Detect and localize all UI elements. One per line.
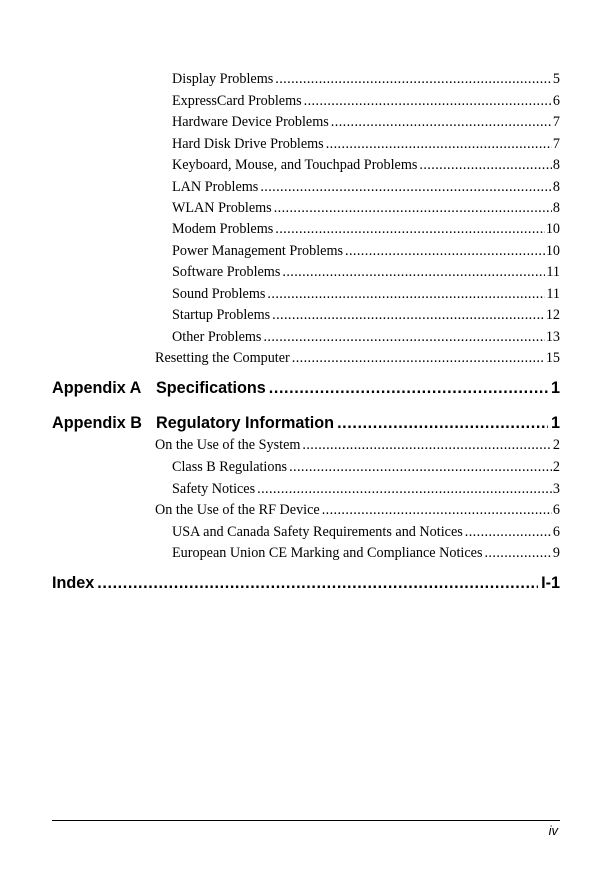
- toc-entry-page: 7: [552, 136, 560, 152]
- toc-entry-page: 11: [546, 264, 560, 280]
- toc-entry-page: 10: [545, 243, 560, 259]
- toc-entry-label: On the Use of the RF Device: [155, 502, 320, 518]
- toc-entry-label: Hardware Device Problems: [172, 114, 329, 130]
- dot-leader: [322, 501, 552, 519]
- dot-leader: [292, 349, 545, 367]
- toc-entry-label: Sound Problems: [172, 286, 266, 302]
- toc-heading-title: Specifications: [156, 379, 266, 397]
- toc-entry-label: ExpressCard Problems: [172, 93, 302, 109]
- toc-entry-label: Other Problems: [172, 329, 262, 345]
- toc-entry-hardware-device-problems[interactable]: [172, 113, 560, 131]
- dot-leader: [267, 285, 545, 303]
- toc-entry-label: LAN Problems: [172, 179, 259, 195]
- toc-heading-appendix-a[interactable]: [52, 378, 560, 398]
- dot-leader: [484, 544, 551, 562]
- toc-entry-safety-notices[interactable]: [172, 480, 560, 498]
- dot-leader: [263, 328, 544, 346]
- dot-leader: [302, 436, 552, 454]
- toc-entry-resetting-the-computer[interactable]: [155, 349, 560, 367]
- toc-entry-on-the-use-of-the-system[interactable]: [155, 436, 560, 454]
- toc-entry-usa-canada-safety-requirements[interactable]: [172, 523, 560, 541]
- toc-entry-modem-problems[interactable]: [172, 220, 560, 238]
- toc-entry-label: Keyboard, Mouse, and Touchpad Problems: [172, 157, 418, 173]
- toc-entry-page: 3: [552, 481, 560, 497]
- toc-heading-title: Regulatory Information: [156, 414, 335, 432]
- toc-entry-label: Startup Problems: [172, 307, 271, 323]
- toc-entry-page: 2: [552, 437, 560, 453]
- dot-leader: [331, 113, 552, 131]
- dot-leader: [465, 523, 552, 541]
- appendix-label: Appendix B: [52, 414, 142, 432]
- toc-entry-label: Software Problems: [172, 264, 281, 280]
- toc-entry-label: Safety Notices: [172, 481, 256, 497]
- toc-entry-page: 12: [545, 307, 560, 323]
- toc-entry-startup-problems[interactable]: [172, 306, 560, 324]
- dot-leader: [337, 413, 548, 433]
- toc-entry-label: Hard Disk Drive Problems: [172, 136, 324, 152]
- dot-leader: [97, 573, 538, 593]
- dot-leader: [326, 135, 552, 153]
- toc-entry-wlan-problems[interactable]: [172, 199, 560, 217]
- toc-heading-title: Index: [52, 574, 95, 592]
- dot-leader: [304, 92, 552, 110]
- appendix-label: Appendix A: [52, 379, 142, 397]
- toc-entry-page: 6: [552, 93, 560, 109]
- toc-entry-page: 7: [552, 114, 560, 130]
- toc-entry-page: 8: [552, 157, 560, 173]
- toc-entry-label: Resetting the Computer: [155, 350, 290, 366]
- toc-entry-on-the-use-of-the-rf-device[interactable]: [155, 501, 560, 519]
- toc-entry-page: 2: [552, 459, 560, 475]
- dot-leader: [274, 199, 552, 217]
- toc-entry-keyboard-mouse-touchpad-problems[interactable]: [172, 156, 560, 174]
- dot-leader: [289, 458, 552, 476]
- toc-entry-page: 8: [552, 200, 560, 216]
- toc-entry-software-problems[interactable]: [172, 263, 560, 281]
- toc-entry-other-problems[interactable]: [172, 328, 560, 346]
- page-number: iv: [548, 823, 558, 838]
- toc-heading-appendix-b[interactable]: [52, 413, 560, 433]
- toc-heading-page: 1: [550, 414, 560, 432]
- dot-leader: [257, 480, 552, 498]
- toc-entry-class-b-regulations[interactable]: [172, 458, 560, 476]
- toc-entry-power-management-problems[interactable]: [172, 242, 560, 260]
- toc-entry-label: Modem Problems: [172, 221, 274, 237]
- toc-entry-page: 6: [552, 524, 560, 540]
- dot-leader: [282, 263, 545, 281]
- toc-heading-index[interactable]: [52, 573, 560, 593]
- toc-heading-page: I-1: [541, 574, 560, 592]
- toc-entry-label: WLAN Problems: [172, 200, 272, 216]
- toc-heading-page: 1: [550, 379, 560, 397]
- toc-entry-page: 10: [545, 221, 560, 237]
- dot-leader: [269, 378, 548, 398]
- toc-entry-expresscard-problems[interactable]: [172, 92, 560, 110]
- dot-leader: [260, 178, 552, 196]
- toc-entry-display-problems[interactable]: [172, 70, 560, 88]
- toc-entry-label: On the Use of the System: [155, 437, 301, 453]
- dot-leader: [419, 156, 552, 174]
- dot-leader: [272, 306, 545, 324]
- toc-entry-eu-ce-marking[interactable]: [172, 544, 560, 562]
- toc-entry-label: Power Management Problems: [172, 243, 344, 259]
- toc-entry-page: 9: [552, 545, 560, 561]
- toc-entry-label: USA and Canada Safety Requirements and Notices: [172, 524, 463, 540]
- toc-entry-page: 6: [552, 502, 560, 518]
- toc-entry-page: 5: [552, 71, 560, 87]
- dot-leader: [345, 242, 545, 260]
- dot-leader: [275, 70, 552, 88]
- toc-entry-label: Display Problems: [172, 71, 274, 87]
- toc-entry-page: 15: [545, 350, 560, 366]
- toc-entry-label: Class B Regulations: [172, 459, 288, 475]
- dot-leader: [275, 220, 545, 238]
- toc-entry-page: 11: [546, 286, 560, 302]
- toc-entry-page: 8: [552, 179, 560, 195]
- toc-entry-hard-disk-drive-problems[interactable]: [172, 135, 560, 153]
- toc-entry-page: 13: [545, 329, 560, 345]
- toc-entry-sound-problems[interactable]: [172, 285, 560, 303]
- footer-rule: [52, 820, 560, 821]
- toc-entry-label: European Union CE Marking and Compliance Notices: [172, 545, 483, 561]
- toc-entry-lan-problems[interactable]: [172, 178, 560, 196]
